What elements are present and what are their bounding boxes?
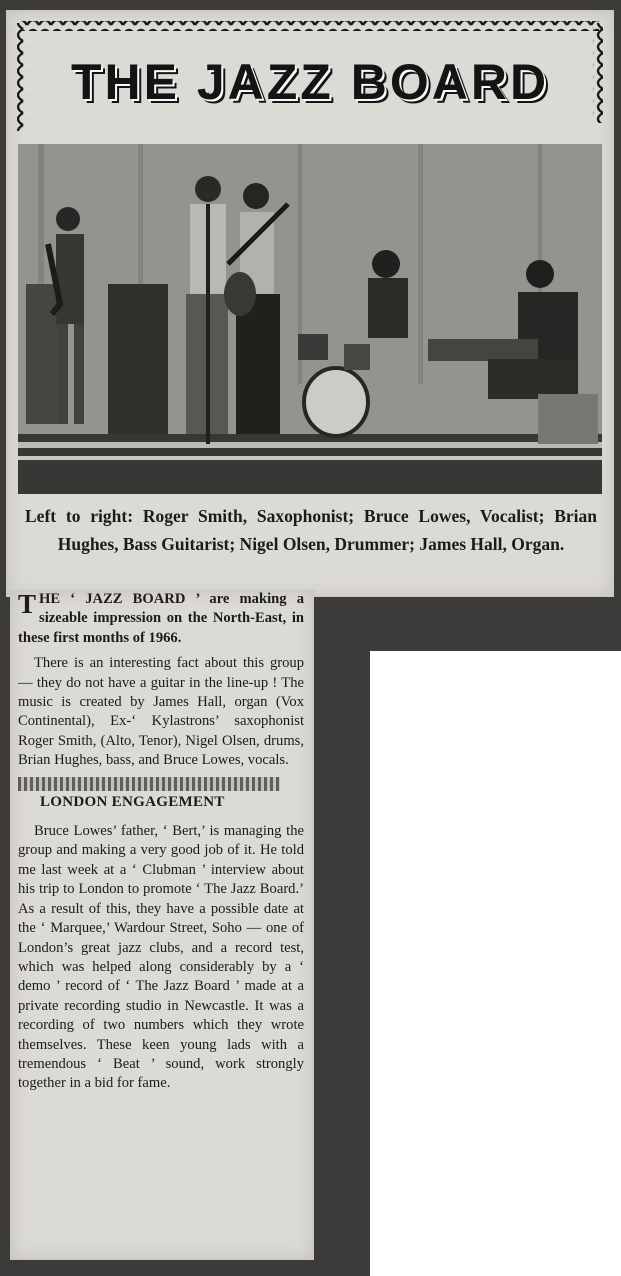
page-title: THE JAZZ BOARD: [70, 54, 550, 110]
article-lead: [18, 590, 304, 648]
section-heading: LONDON ENGAGEMENT: [40, 793, 225, 810]
drop-cap: T: [18, 589, 37, 619]
blank-card: [370, 651, 621, 1276]
article-paragraph-2: Bruce Lowes’ father, ‘ Bert,’ is managing the group and making a very good job of it. He told me last week at a ‘ Clubman ’ interview about his trip to London to promote ‘ The Jazz Board.’ As a result of this, they have a possible date at the ‘ Marquee,’ Wardour Street, Soho — one of London’s great jazz clubs, and a record test, which was helped along considerably by a ‘ demo ’ record of ‘ The Jazz Board ’ made at a private recording studio in Newcastle. It was a recording of two numbers which they wrote themselves. These keen young lads with a tremendous ‘ Beat ’ sound, work strongly together in a bid for fame.: [18, 823, 304, 1092]
band-on-stage-photo-icon: [18, 144, 602, 494]
band-photo: [18, 144, 602, 494]
article-paragraph-1: There is an interesting fact about this group — they do not have a guitar in the line-up ! The music is created by James Hall, organ (Vox Continental), Ex-‘ Kylastrons’ saxophonist Roger Smith, (Alto, Tenor), Nigel Olsen, drums, Brian Hughes, bass, and Bruce Lowes, vocals.: [18, 655, 304, 769]
photo-caption: Left to right: Roger Smith, Saxophonist; Bruce Lowes, Vocalist; Brian Hughes, Bass Guitarist; Nigel Olsen, Drummer; James Hall, Organ.: [25, 506, 597, 554]
clipping-top: [6, 10, 614, 597]
article-body: [18, 590, 304, 1100]
section-divider: [18, 777, 280, 791]
lead-text: HE ‘ JAZZ BOARD ’ are making a sizeable impression on the North-East, in these first months of 1966.: [18, 591, 304, 646]
masthead: [15, 17, 605, 135]
